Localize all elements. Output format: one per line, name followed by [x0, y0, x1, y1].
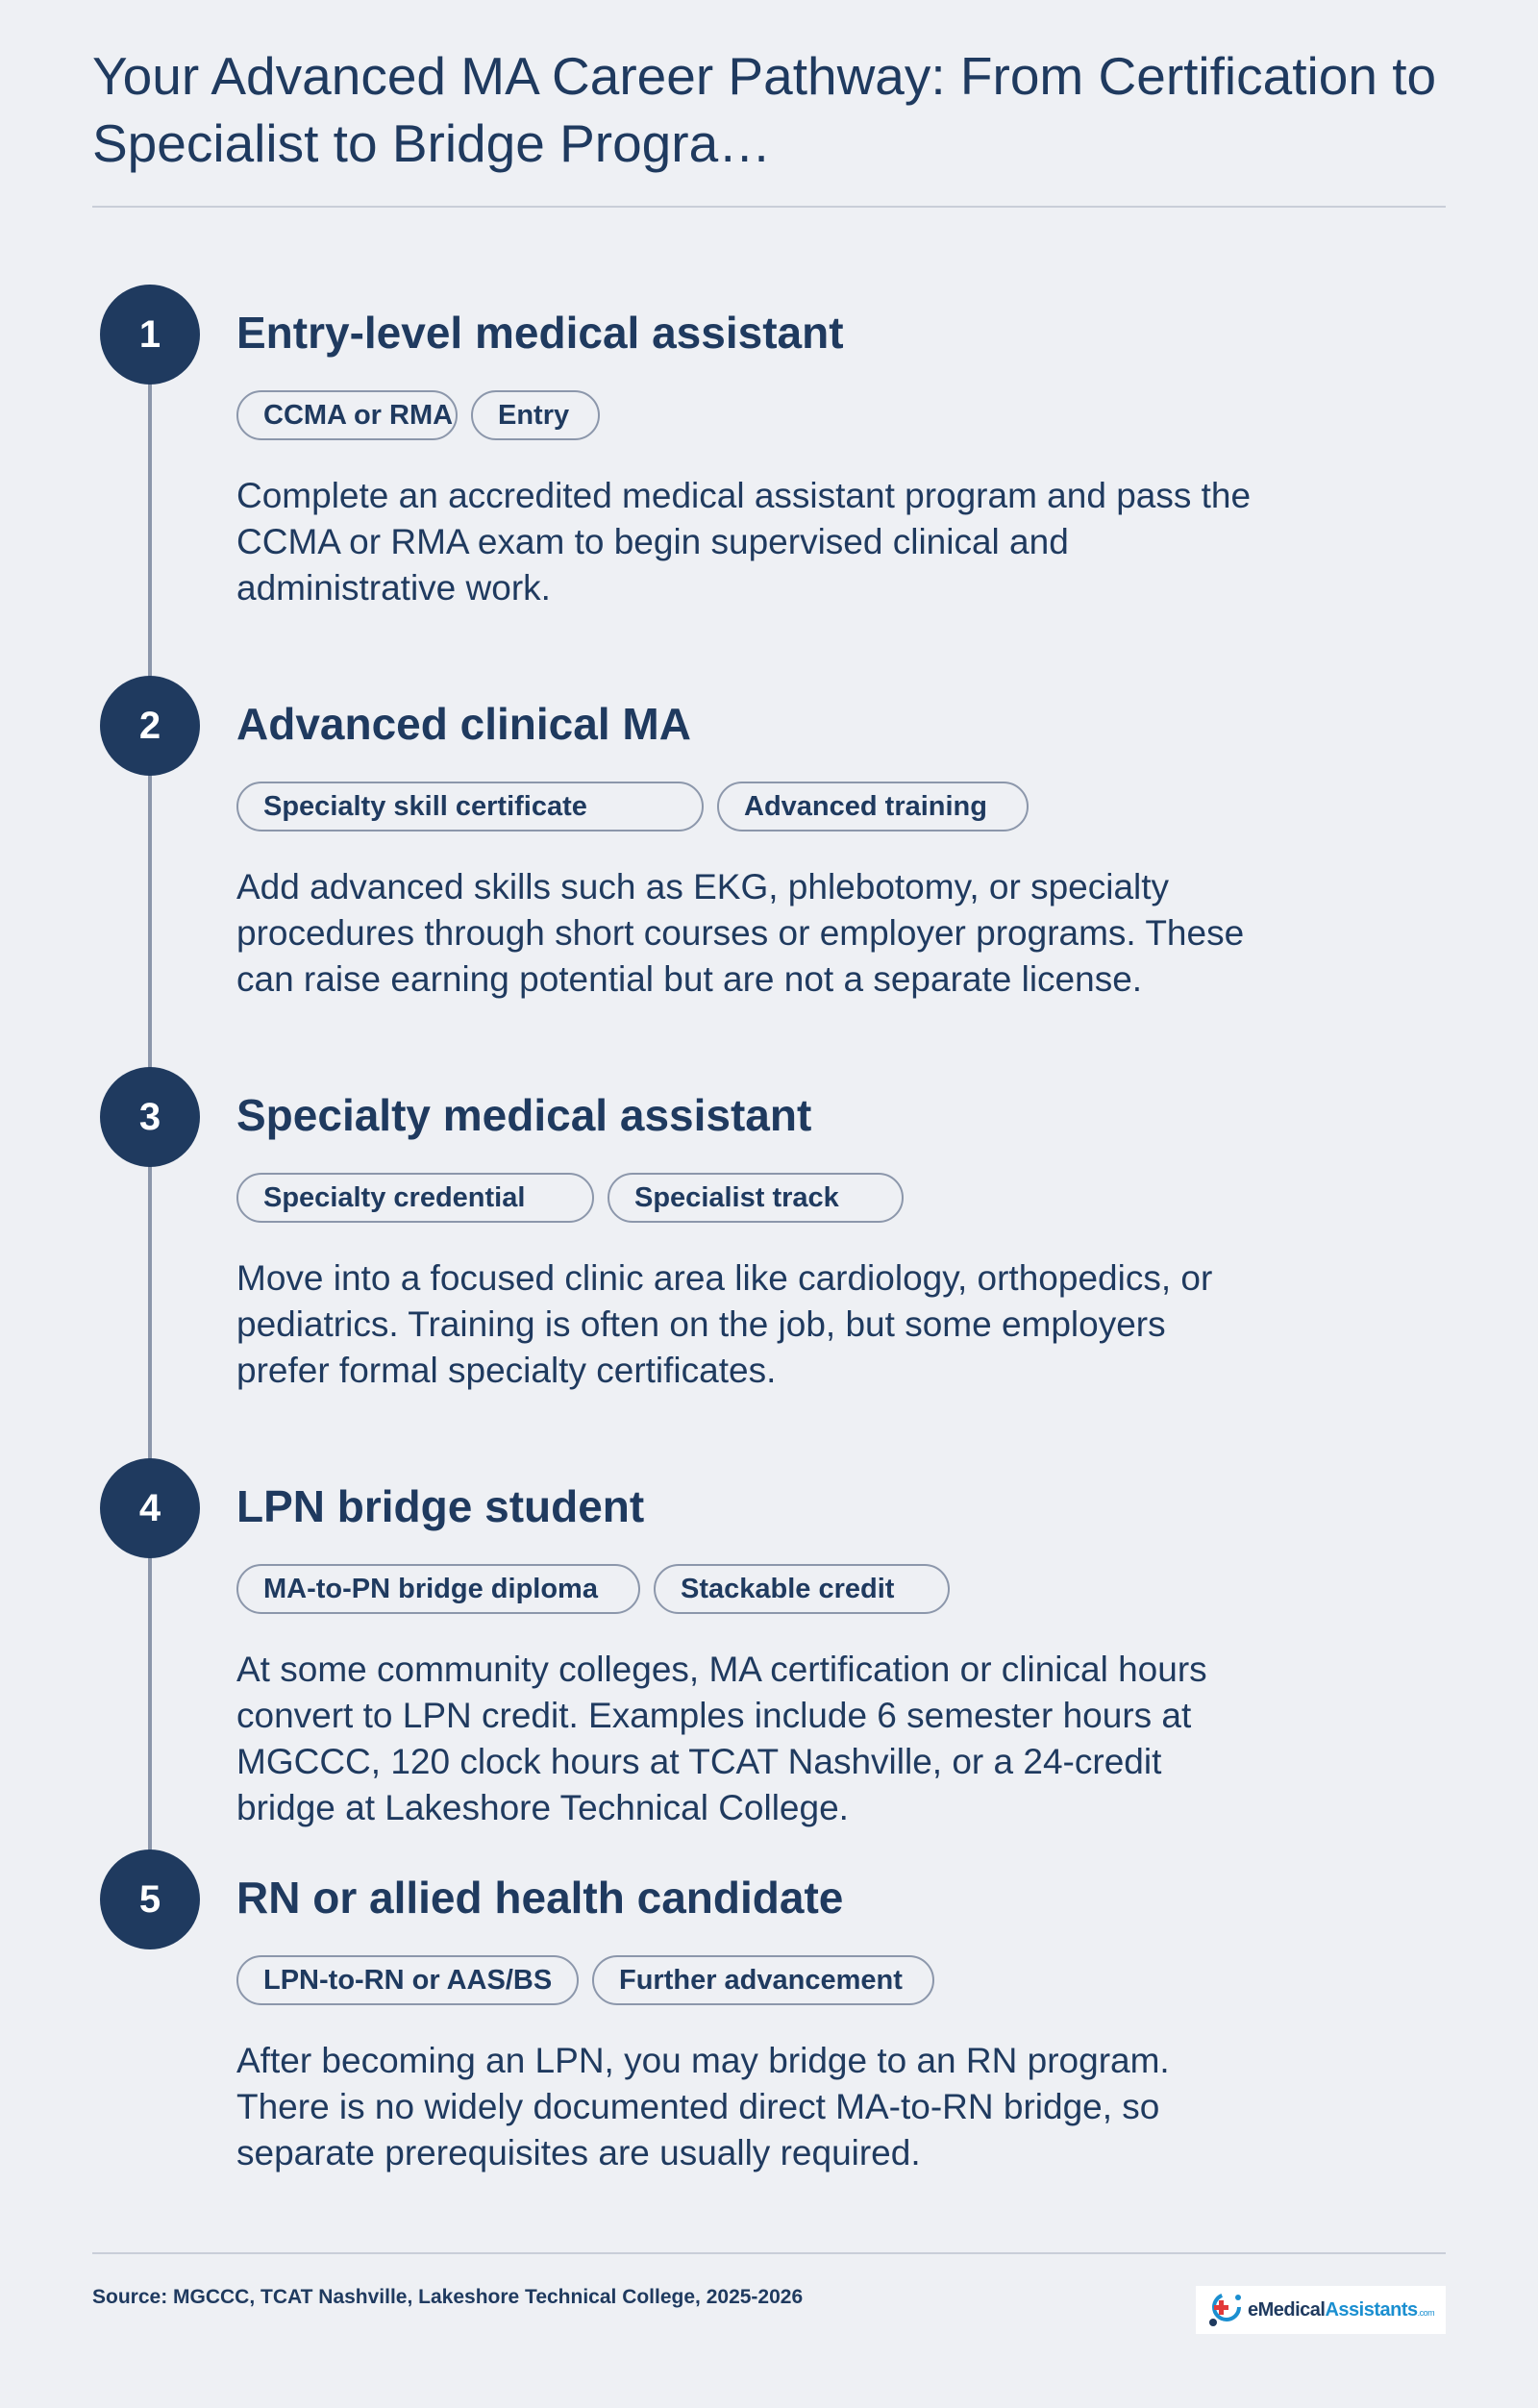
step-description: Complete an accredited medical assistant program and pass the CCMA or RMA exam to begin supervised clinical and administrative work. — [236, 476, 1252, 608]
step-title: RN or allied health candidate — [236, 1873, 844, 1923]
page-title: Your Advanced MA Career Pathway: From Certification to Specialist to Bridge Progra… — [92, 46, 1437, 173]
step-tag: Specialty credential — [236, 1173, 594, 1223]
step-tag: Specialist track — [608, 1173, 904, 1223]
step-number-badge: 5 — [100, 1849, 200, 1949]
step-title: Specialty medical assistant — [236, 1090, 812, 1140]
step-tag: Advanced training — [717, 782, 1029, 832]
step-description: After becoming an LPN, you may bridge to an RN program. There is no widely documented direct MA-to-RN bridge, so separate prerequisites are usually required. — [236, 2041, 1170, 2172]
step-title: LPN bridge student — [236, 1481, 645, 1531]
step-tag: Stackable credit — [654, 1564, 950, 1614]
step-number-badge: 2 — [100, 676, 200, 776]
step-tag: Further advancement — [592, 1955, 934, 2005]
step-title: Entry-level medical assistant — [236, 308, 844, 358]
step-title: Advanced clinical MA — [236, 699, 691, 749]
step-tag: MA-to-PN bridge diploma — [236, 1564, 640, 1614]
step-description: At some community colleges, MA certification or clinical hours convert to LPN credit. Examples include 6 semester hours at MGCCC, 120 clock hours at TCAT Nashville, or a 24-credit bridge at Lakeshore Technical College. — [236, 1650, 1207, 1827]
brand-logo — [1196, 2286, 1446, 2334]
footer-divider — [92, 2252, 1446, 2254]
step-tag: LPN-to-RN or AAS/BS — [236, 1955, 579, 2005]
step-tag: CCMA or RMA — [236, 390, 458, 440]
step-tag: Entry — [471, 390, 600, 440]
step-description: Move into a focused clinic area like cardiology, orthopedics, or pediatrics. Training is often on the job, but some employers prefer formal specialty certificates. — [236, 1258, 1213, 1390]
step-description: Add advanced skills such as EKG, phlebotomy, or specialty procedures through short courses or employer programs. These can raise earning potential but are not a separate license. — [236, 867, 1245, 999]
brand-logo-text: eMedicalAssistants.com — [1248, 2298, 1435, 2321]
step-number-badge: 3 — [100, 1067, 200, 1167]
medical-cross-logo-icon — [1205, 2292, 1244, 2328]
step-number-badge: 1 — [100, 285, 200, 385]
source-citation: Source: MGCCC, TCAT Nashville, Lakeshore Technical College, 2025-2026 — [92, 2286, 804, 2308]
title-divider — [92, 206, 1446, 208]
step-number-badge: 4 — [100, 1458, 200, 1558]
step-tag: Specialty skill certificate — [236, 782, 704, 832]
